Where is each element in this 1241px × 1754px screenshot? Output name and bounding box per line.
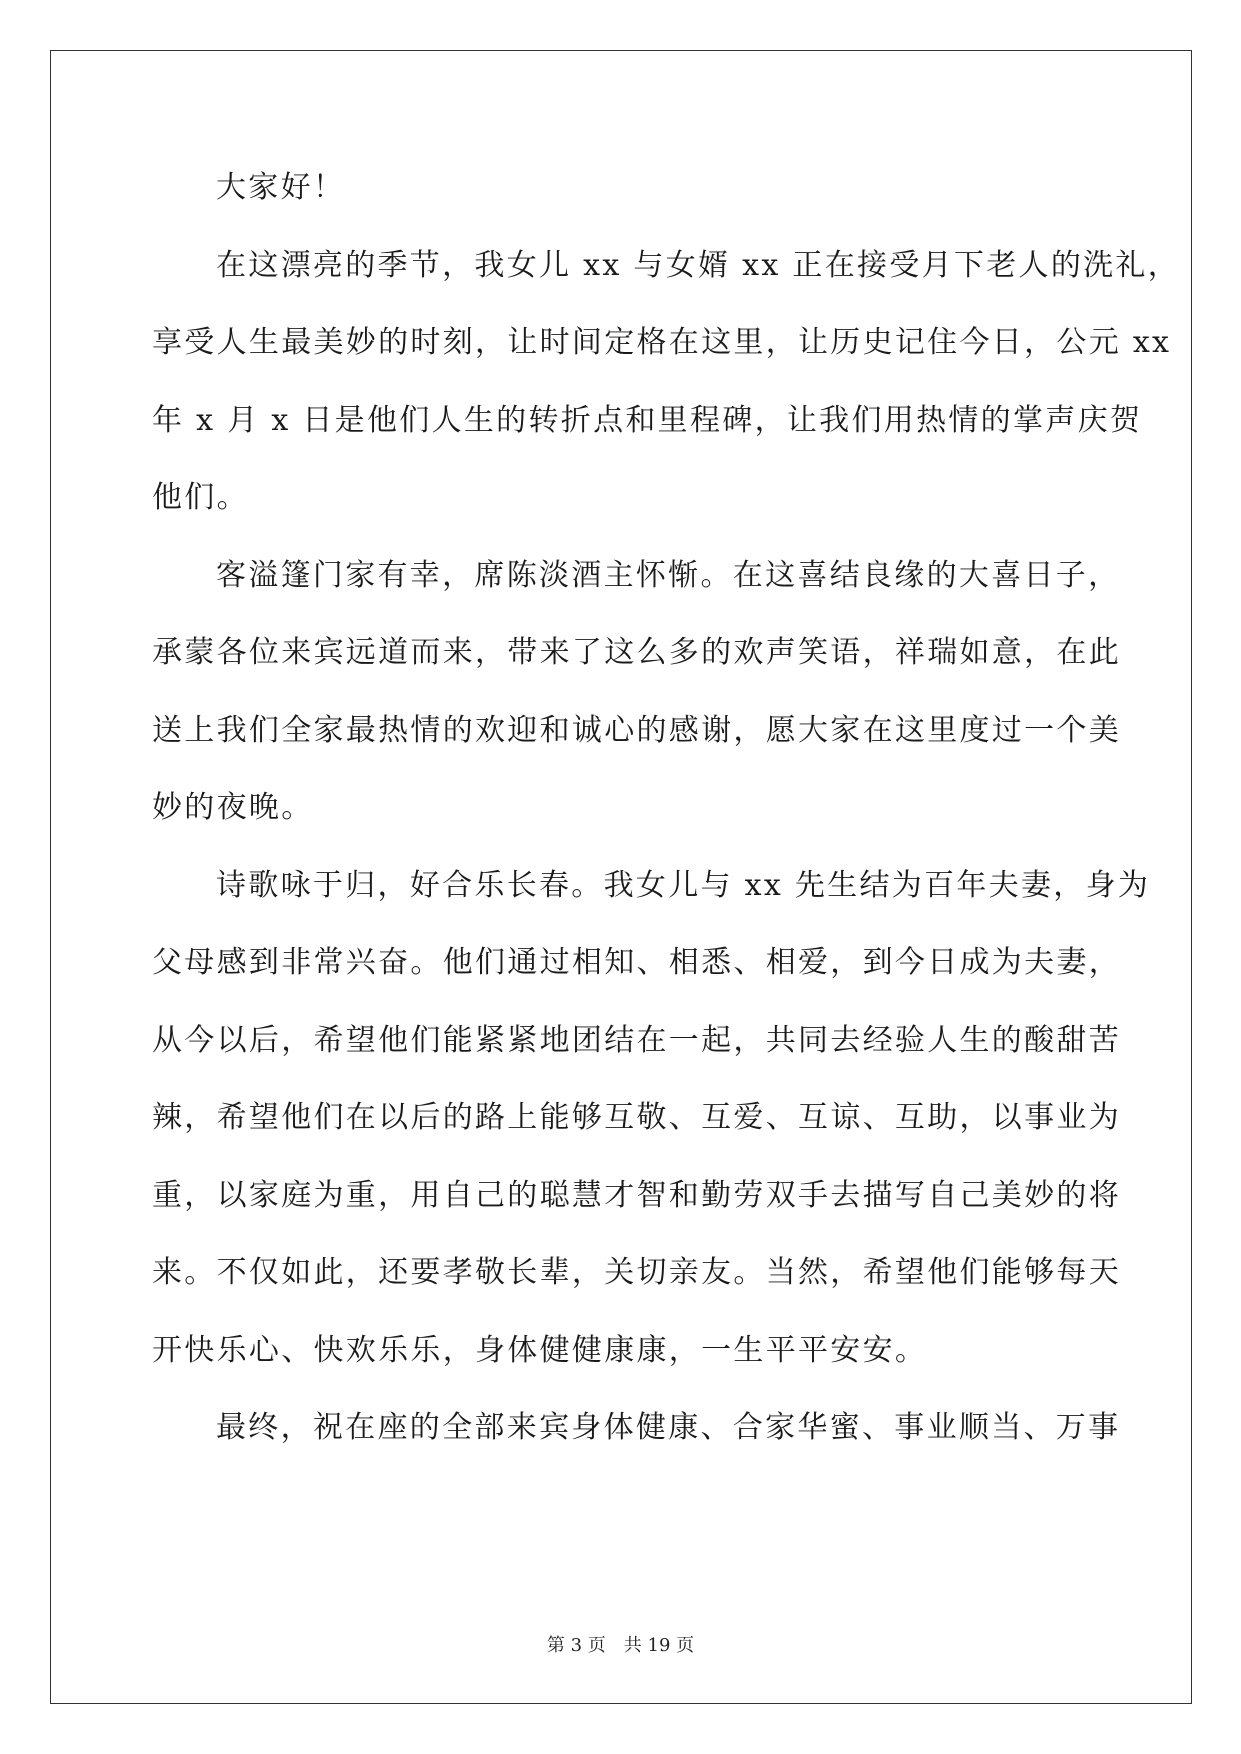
text-line: 从今以后，希望他们能紧紧地团结在一起，共同去经验人生的酸甜苦 bbox=[152, 1022, 1121, 1058]
text-line: 父母感到非常兴奋。他们通过相知、相悉、相爱，到今日成为夫妻， bbox=[152, 945, 1121, 980]
text-line: 他们。 bbox=[152, 480, 249, 515]
text-line: 辣，希望他们在以后的路上能够互敬、互爱、互谅、互助，以事业为 bbox=[152, 1100, 1121, 1135]
page-number-total: 共 19 页 bbox=[623, 1635, 695, 1656]
text-line: 享受人生最美妙的时刻，让时间定格在这里，让历史记住今日，公元 xx bbox=[152, 325, 1172, 360]
text-line: 在这漂亮的季节，我女儿 xx 与女婿 xx 正在接受月下老人的洗礼， bbox=[216, 247, 1181, 283]
text-line: 诗歌咏于归，好合乐长春。我女儿与 xx 先生结为百年夫妻，身为 bbox=[216, 867, 1151, 903]
text-line: 开快乐心、快欢乐乐，身体健健康康，一生平平安安。 bbox=[152, 1332, 928, 1368]
text-line: 大家好！ bbox=[216, 170, 346, 205]
page-footer bbox=[0, 1631, 1241, 1657]
text-line: 客溢篷门家有幸，席陈淡酒主怀惭。在这喜结良缘的大喜日子， bbox=[216, 557, 1121, 593]
text-line: 年 x 月 x 日是他们人生的转折点和里程碑，让我们用热情的掌声庆贺 bbox=[152, 402, 1143, 438]
text-line: 来。不仅如此，还要孝敬长辈，关切亲友。当然，希望他们能够每天 bbox=[152, 1255, 1121, 1290]
text-line: 承蒙各位来宾远道而来，带来了这么多的欢声笑语，祥瑞如意，在此 bbox=[152, 635, 1121, 670]
page-number-current: 第 3 页 bbox=[546, 1635, 606, 1656]
text-line: 重，以家庭为重，用自己的聪慧才智和勤劳双手去描写自己美妙的将 bbox=[152, 1177, 1121, 1213]
document-body bbox=[152, 168, 1181, 1486]
text-line: 送上我们全家最热情的欢迎和诚心的感谢，愿大家在这里度过一个美 bbox=[152, 712, 1121, 748]
text-line: 最终，祝在座的全部来宾身体健康、合家华蜜、事业顺当、万事 bbox=[216, 1410, 1121, 1445]
text-line: 妙的夜晚。 bbox=[152, 790, 314, 825]
